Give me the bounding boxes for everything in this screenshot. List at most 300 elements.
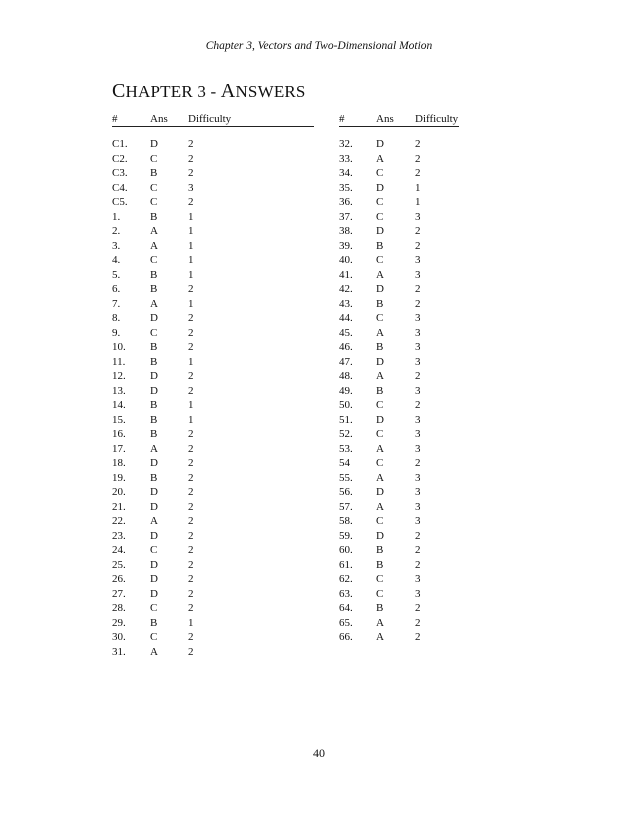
difficulty-level: 2 — [188, 486, 194, 498]
answer-letter: D — [150, 573, 158, 585]
question-number: 4. — [112, 254, 121, 266]
table-row — [112, 515, 314, 530]
question-number: 12. — [112, 370, 126, 382]
question-number: 41. — [339, 268, 353, 281]
answer-letter: C — [376, 399, 384, 411]
question-number: 19. — [112, 471, 126, 484]
table-row — [112, 414, 314, 429]
difficulty-level: 2 — [188, 196, 194, 208]
answer-letter: B — [150, 399, 158, 411]
table-row — [339, 153, 459, 168]
difficulty-level: 2 — [415, 239, 421, 252]
difficulty-level: 2 — [415, 602, 421, 614]
difficulty-level: 2 — [188, 500, 194, 513]
table-row — [339, 573, 459, 588]
table-row — [339, 341, 459, 356]
difficulty-level: 2 — [415, 297, 421, 310]
difficulty-level: 1 — [188, 413, 194, 426]
question-number: 6. — [112, 283, 121, 295]
table-row — [339, 240, 459, 255]
question-number: C4. — [112, 181, 128, 194]
table-row — [339, 370, 459, 385]
difficulty-level: 2 — [188, 587, 194, 600]
question-number: 14. — [112, 399, 126, 411]
question-number: 38. — [339, 225, 353, 237]
answer-letter: D — [376, 486, 384, 498]
question-number: 3. — [112, 239, 121, 252]
question-number: 23. — [112, 529, 126, 542]
answer-letter: C — [150, 254, 158, 266]
difficulty-level: 1 — [188, 399, 194, 411]
table-row — [339, 559, 459, 574]
difficulty-level: 1 — [415, 196, 421, 208]
difficulty-level: 1 — [188, 297, 194, 310]
table-row — [112, 370, 314, 385]
difficulty-level: 2 — [415, 457, 421, 469]
question-number: 17. — [112, 442, 126, 455]
table-row — [112, 153, 314, 168]
difficulty-level: 2 — [188, 544, 194, 556]
question-number: C3. — [112, 167, 128, 179]
table-row — [112, 356, 314, 371]
question-number: 21. — [112, 500, 126, 513]
answer-letter: C — [150, 326, 158, 339]
difficulty-level: 2 — [188, 558, 194, 571]
question-number: 5. — [112, 268, 121, 281]
table-row — [112, 573, 314, 588]
difficulty-level: 3 — [415, 210, 421, 223]
question-number: 40. — [339, 254, 353, 266]
table-row — [112, 240, 314, 255]
question-number: 56. — [339, 486, 353, 498]
difficulty-level: 2 — [188, 312, 194, 324]
answer-letter: D — [376, 355, 384, 368]
answer-letter: D — [376, 138, 384, 150]
difficulty-level: 2 — [188, 138, 194, 150]
difficulty-level: 1 — [188, 616, 194, 629]
table-row — [112, 617, 314, 632]
answer-letter: C — [150, 152, 158, 165]
difficulty-level: 3 — [415, 486, 421, 498]
question-number: C1. — [112, 138, 128, 150]
difficulty-level: 1 — [188, 225, 194, 237]
table-row — [112, 138, 314, 153]
answer-letter: A — [150, 442, 158, 455]
table-row — [112, 211, 314, 226]
table-row — [339, 385, 459, 400]
difficulty-level: 1 — [188, 254, 194, 266]
header-difficulty: Difficulty — [415, 113, 459, 125]
answer-letter: A — [376, 268, 384, 281]
difficulty-level: 2 — [188, 283, 194, 295]
table-row — [112, 486, 314, 501]
question-number: 59. — [339, 529, 353, 542]
table-row — [339, 428, 459, 443]
answer-letter: D — [150, 457, 158, 469]
question-number: 8. — [112, 312, 121, 324]
answer-letter: D — [150, 558, 158, 571]
difficulty-level: 1 — [188, 268, 194, 281]
table-row — [339, 211, 459, 226]
difficulty-level: 3 — [415, 413, 421, 426]
running-header: Chapter 3, Vectors and Two-Dimensional Motion — [205, 40, 433, 52]
answer-letter: B — [376, 297, 384, 310]
answer-letter: D — [150, 529, 158, 542]
table-row — [339, 225, 459, 240]
title-cap-c: C — [112, 80, 126, 102]
answer-letter: A — [150, 645, 158, 658]
difficulty-level: 3 — [415, 471, 421, 484]
difficulty-level: 2 — [188, 471, 194, 484]
difficulty-level: 2 — [188, 384, 194, 397]
answer-letter: A — [376, 370, 384, 382]
header-number: # — [339, 113, 345, 125]
difficulty-level: 2 — [188, 631, 194, 643]
answer-letter: B — [150, 283, 158, 295]
question-number: 53. — [339, 442, 353, 455]
answer-letter: A — [376, 631, 384, 643]
table-row — [112, 385, 314, 400]
question-number: 58. — [339, 515, 353, 527]
answer-letter: A — [150, 297, 158, 310]
difficulty-level: 3 — [415, 428, 421, 440]
answers-rows-left — [112, 138, 314, 660]
table-row — [112, 196, 314, 211]
table-row — [339, 138, 459, 153]
question-number: 39. — [339, 239, 353, 252]
difficulty-level: 2 — [415, 370, 421, 382]
question-number: 42. — [339, 283, 353, 295]
question-number: 28. — [112, 602, 126, 614]
table-row — [339, 196, 459, 211]
difficulty-level: 2 — [415, 544, 421, 556]
table-row — [339, 530, 459, 545]
difficulty-level: 3 — [415, 341, 421, 353]
answer-letter: C — [376, 210, 384, 223]
answer-letter: B — [150, 471, 158, 484]
question-number: 22. — [112, 515, 126, 527]
answer-letter: B — [376, 544, 384, 556]
header-number: # — [112, 113, 118, 125]
table-row — [339, 544, 459, 559]
answer-letter: B — [150, 167, 158, 179]
answer-letter: D — [376, 181, 384, 194]
table-row — [112, 443, 314, 458]
difficulty-level: 2 — [188, 442, 194, 455]
answers-table-right — [339, 113, 459, 646]
answer-letter: C — [376, 428, 384, 440]
table-row — [112, 298, 314, 313]
answer-letter: B — [376, 384, 384, 397]
question-number: 20. — [112, 486, 126, 498]
table-row — [339, 501, 459, 516]
difficulty-level: 2 — [188, 602, 194, 614]
difficulty-level: 2 — [188, 457, 194, 469]
table-row — [112, 588, 314, 603]
question-number: 1. — [112, 210, 121, 223]
difficulty-level: 2 — [415, 529, 421, 542]
table-row — [339, 617, 459, 632]
table-row — [112, 559, 314, 574]
table-row — [112, 167, 314, 182]
table-row — [112, 341, 314, 356]
question-number: 60. — [339, 544, 353, 556]
difficulty-level: 2 — [188, 167, 194, 179]
answer-letter: C — [376, 515, 384, 527]
answer-letter: C — [376, 167, 384, 179]
table-row — [112, 269, 314, 284]
table-row — [112, 312, 314, 327]
title-rest-2: NSWERS — [235, 82, 306, 101]
difficulty-level: 3 — [415, 442, 421, 455]
question-number: 46. — [339, 341, 353, 353]
table-row — [339, 472, 459, 487]
question-number: 33. — [339, 152, 353, 165]
answer-letter: B — [150, 268, 158, 281]
question-number: 24. — [112, 544, 126, 556]
difficulty-level: 2 — [415, 225, 421, 237]
answer-letter: B — [376, 558, 384, 571]
answer-letter: C — [376, 312, 384, 324]
difficulty-level: 2 — [415, 167, 421, 179]
table-row — [339, 356, 459, 371]
question-number: 9. — [112, 326, 121, 339]
answers-rows-right — [339, 138, 459, 646]
difficulty-level: 3 — [415, 355, 421, 368]
difficulty-level: 3 — [415, 515, 421, 527]
answer-letter: C — [376, 196, 384, 208]
difficulty-level: 2 — [415, 138, 421, 150]
question-number: 13. — [112, 384, 126, 397]
table-row — [339, 414, 459, 429]
answer-letter: C — [150, 544, 158, 556]
question-number: 32. — [339, 138, 353, 150]
question-number: 30. — [112, 631, 126, 643]
table-row — [339, 443, 459, 458]
answer-letter: D — [150, 138, 158, 150]
answer-letter: A — [150, 515, 158, 527]
question-number: 44. — [339, 312, 353, 324]
answer-letter: D — [150, 500, 158, 513]
answer-letter: C — [376, 587, 384, 600]
question-number: 65. — [339, 616, 353, 629]
difficulty-level: 2 — [415, 399, 421, 411]
difficulty-level: 3 — [415, 384, 421, 397]
table-row — [112, 182, 314, 197]
difficulty-level: 2 — [188, 326, 194, 339]
difficulty-level: 3 — [415, 312, 421, 324]
question-number: 27. — [112, 587, 126, 600]
table-row — [112, 225, 314, 240]
question-number: 61. — [339, 558, 353, 571]
answer-letter: B — [376, 239, 384, 252]
question-number: 26. — [112, 573, 126, 585]
question-number: 10. — [112, 341, 126, 353]
answer-letter: A — [150, 225, 158, 237]
difficulty-level: 1 — [188, 355, 194, 368]
question-number: 64. — [339, 602, 353, 614]
table-row — [339, 269, 459, 284]
difficulty-level: 3 — [415, 500, 421, 513]
answer-letter: A — [376, 471, 384, 484]
difficulty-level: 1 — [415, 181, 421, 194]
question-number: 48. — [339, 370, 353, 382]
question-number: C2. — [112, 152, 128, 165]
table-row — [339, 588, 459, 603]
table-row — [112, 428, 314, 443]
question-number: C5. — [112, 196, 128, 208]
difficulty-level: 2 — [188, 529, 194, 542]
difficulty-level: 2 — [415, 631, 421, 643]
question-number: 25. — [112, 558, 126, 571]
answer-letter: A — [376, 500, 384, 513]
difficulty-level: 2 — [188, 152, 194, 165]
table-row — [112, 544, 314, 559]
table-row — [339, 312, 459, 327]
table-row — [339, 486, 459, 501]
question-number: 16. — [112, 428, 126, 440]
header-answer: Ans — [150, 113, 168, 125]
table-row — [339, 298, 459, 313]
difficulty-level: 3 — [188, 181, 194, 194]
question-number: 62. — [339, 573, 353, 585]
answer-letter: A — [150, 239, 158, 252]
answer-letter: C — [376, 457, 384, 469]
title-rest-1: HAPTER 3 - — [125, 82, 221, 101]
table-row — [112, 283, 314, 298]
difficulty-level: 2 — [415, 558, 421, 571]
table-row — [339, 254, 459, 269]
table-row — [112, 254, 314, 269]
table-row — [112, 631, 314, 646]
question-number: 51. — [339, 413, 353, 426]
answer-letter: D — [376, 225, 384, 237]
table-row — [339, 167, 459, 182]
question-number: 43. — [339, 297, 353, 310]
difficulty-level: 2 — [188, 341, 194, 353]
question-number: 57. — [339, 500, 353, 513]
answer-letter: C — [150, 631, 158, 643]
difficulty-level: 1 — [188, 239, 194, 252]
answer-letter: B — [150, 413, 158, 426]
table-header — [112, 113, 314, 127]
table-row — [112, 530, 314, 545]
answer-letter: D — [150, 486, 158, 498]
header-difficulty: Difficulty — [188, 113, 232, 125]
question-number: 54 — [339, 457, 350, 469]
answer-letter: D — [376, 529, 384, 542]
question-number: 55. — [339, 471, 353, 484]
question-number: 49. — [339, 384, 353, 397]
answer-letter: B — [150, 428, 158, 440]
table-row — [112, 646, 314, 661]
question-number: 47. — [339, 355, 353, 368]
table-row — [339, 327, 459, 342]
question-number: 50. — [339, 399, 353, 411]
question-number: 31. — [112, 645, 126, 658]
answer-letter: B — [150, 355, 158, 368]
answer-letter: A — [376, 442, 384, 455]
table-row — [112, 501, 314, 516]
chapter-title — [112, 80, 306, 103]
difficulty-level: 3 — [415, 268, 421, 281]
answer-letter: D — [376, 413, 384, 426]
difficulty-level: 2 — [188, 645, 194, 658]
question-number: 2. — [112, 225, 121, 237]
table-row — [339, 457, 459, 472]
table-header — [339, 113, 459, 127]
difficulty-level: 2 — [188, 428, 194, 440]
table-row — [339, 602, 459, 617]
question-number: 35. — [339, 181, 353, 194]
question-number: 45. — [339, 326, 353, 339]
question-number: 52. — [339, 428, 353, 440]
answer-letter: B — [376, 341, 384, 353]
title-cap-a: A — [220, 80, 236, 102]
question-number: 7. — [112, 297, 121, 310]
difficulty-level: 1 — [188, 210, 194, 223]
table-row — [339, 399, 459, 414]
difficulty-level: 2 — [415, 616, 421, 629]
difficulty-level: 2 — [415, 152, 421, 165]
question-number: 11. — [112, 355, 126, 368]
answer-letter: A — [376, 616, 384, 629]
question-number: 37. — [339, 210, 353, 223]
difficulty-level: 3 — [415, 326, 421, 339]
answer-letter: B — [150, 210, 158, 223]
table-row — [339, 182, 459, 197]
answer-letter: B — [150, 341, 158, 353]
table-row — [112, 457, 314, 472]
difficulty-level: 2 — [188, 370, 194, 382]
difficulty-level: 3 — [415, 587, 421, 600]
answer-letter: D — [150, 312, 158, 324]
table-row — [339, 631, 459, 646]
page-number: 40 — [313, 746, 325, 760]
answer-letter: A — [376, 326, 384, 339]
answer-letter: C — [150, 196, 158, 208]
question-number: 34. — [339, 167, 353, 179]
difficulty-level: 2 — [188, 573, 194, 585]
answer-letter: D — [150, 370, 158, 382]
answer-letter: D — [150, 587, 158, 600]
question-number: 18. — [112, 457, 126, 469]
answer-letter: B — [376, 602, 384, 614]
difficulty-level: 3 — [415, 573, 421, 585]
answer-letter: D — [150, 384, 158, 397]
table-row — [112, 399, 314, 414]
header-answer: Ans — [376, 113, 394, 125]
difficulty-level: 3 — [415, 254, 421, 266]
table-row — [339, 515, 459, 530]
answer-letter: C — [150, 602, 158, 614]
table-row — [339, 283, 459, 298]
table-row — [112, 327, 314, 342]
difficulty-level: 2 — [415, 283, 421, 295]
table-row — [112, 602, 314, 617]
question-number: 63. — [339, 587, 353, 600]
answers-table-left — [112, 113, 314, 660]
question-number: 15. — [112, 413, 126, 426]
answer-letter: B — [150, 616, 158, 629]
answer-letter: C — [150, 181, 158, 194]
answer-letter: C — [376, 573, 384, 585]
question-number: 36. — [339, 196, 353, 208]
question-number: 29. — [112, 616, 126, 629]
answer-letter: C — [376, 254, 384, 266]
answer-letter: D — [376, 283, 384, 295]
difficulty-level: 2 — [188, 515, 194, 527]
